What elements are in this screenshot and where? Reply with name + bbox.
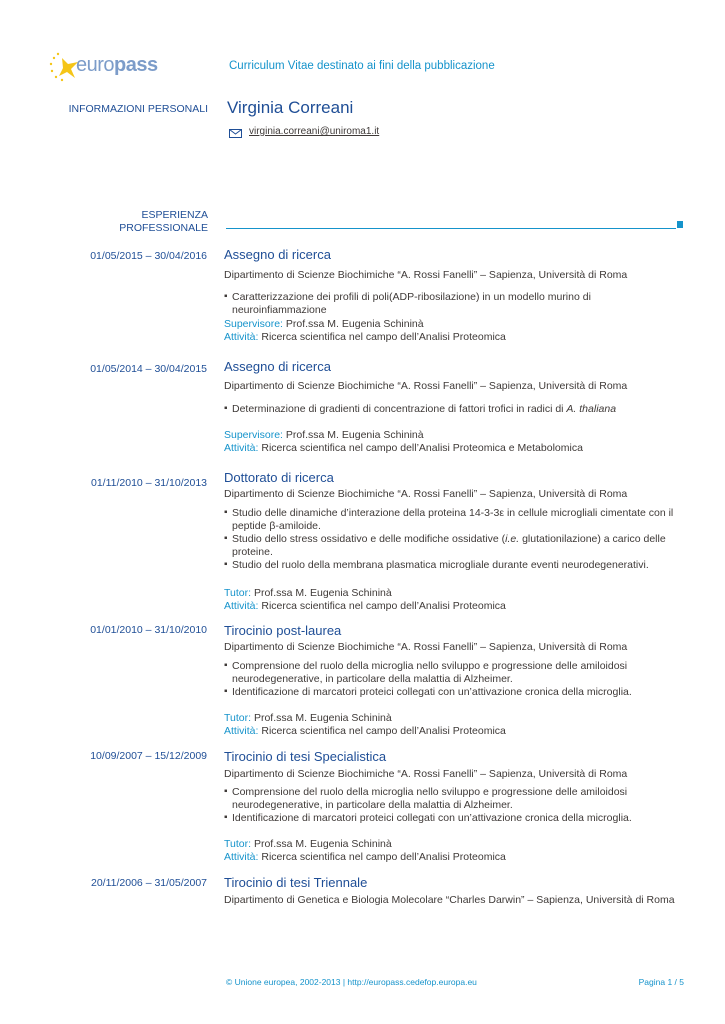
list-item: ▪ Determinazione di gradienti di concentrazione di fattori trofici in radici di A. thaliana — [224, 403, 684, 416]
activity-value: Ricerca scientifica nel campo dell’Analisi Proteomica — [261, 725, 506, 737]
activity-value: Ricerca scientifica nel campo dell’Analisi Proteomica — [261, 851, 506, 863]
supervisor-value: Prof.ssa M. Eugenia Schininà — [253, 838, 392, 850]
supervisor-value: Prof.ssa M. Eugenia Schininà — [253, 587, 392, 599]
entry-date: 01/05/2014 – 30/04/2015 — [90, 363, 207, 375]
supervisor-key: Tutor: — [224, 712, 252, 724]
entry-activity — [224, 442, 583, 455]
footer-page-number: Pagina 1 / 5 — [638, 977, 684, 987]
activity-key: Attività: — [224, 600, 259, 612]
activity-value: Ricerca scientifica nel campo dell’Analisi Proteomica e Metabolomica — [261, 442, 583, 454]
entry-activity — [224, 600, 506, 613]
person-name: Virginia Correani — [227, 98, 354, 117]
supervisor-key: Tutor: — [224, 838, 252, 850]
activity-key: Attività: — [224, 725, 259, 737]
entry-supervisor — [224, 712, 392, 725]
entry-department: Dipartimento di Scienze Biochimiche “A. Rossi Fanelli” – Sapienza, Università di Roma — [224, 488, 628, 500]
entry-title: Assegno di ricerca — [224, 247, 331, 262]
activity-value: Ricerca scientifica nel campo dell’Analisi Proteomica — [261, 331, 506, 343]
entry-department: Dipartimento di Genetica e Biologia Molecolare “Charles Darwin” – Sapienza, Università di Roma — [224, 894, 675, 906]
list-item: ▪ Studio dello stress ossidativo e delle modifiche ossidative (i.e. glutationilazione) a carico delle proteine. — [224, 533, 684, 559]
supervisor-key: Tutor: — [224, 587, 252, 599]
entry-title: Dottorato di ricerca — [224, 470, 334, 485]
document-title: Curriculum Vitae destinato ai fini della pubblicazione — [229, 60, 495, 72]
supervisor-value: Prof.ssa M. Eugenia Schininà — [285, 429, 424, 441]
supervisor-value: Prof.ssa M. Eugenia Schininà — [285, 318, 424, 330]
entry-bullets — [224, 660, 684, 699]
entry-date: 20/11/2006 – 31/05/2007 — [91, 877, 207, 889]
entry-department: Dipartimento di Scienze Biochimiche “A. Rossi Fanelli” – Sapienza, Università di Roma — [224, 641, 628, 653]
list-item: ▪ Studio delle dinamiche d’interazione della proteina 14-3-3ε in cellule microgliali cimentate con il peptide β-amiloide. — [224, 507, 684, 533]
entry-title: Tirocinio post-laurea — [224, 623, 342, 638]
section-label-line: PROFESSIONALE — [119, 222, 208, 234]
entry-department: Dipartimento di Scienze Biochimiche “A. Rossi Fanelli” – Sapienza, Università di Roma — [224, 768, 628, 780]
supervisor-key: Supervisore: — [224, 429, 283, 441]
entry-bullets — [224, 507, 684, 572]
list-item: ▪ Studio del ruolo della membrana plasmatica microgliale durante eventi neurodegenerativi. — [224, 559, 684, 572]
entry-title: Tirocinio di tesi Triennale — [224, 875, 368, 890]
entry-department: Dipartimento di Scienze Biochimiche “A. Rossi Fanelli” – Sapienza, Università di Roma — [224, 269, 628, 281]
entry-bullets — [224, 291, 684, 317]
entry-date: 01/11/2010 – 31/10/2013 — [91, 477, 207, 489]
list-item: ▪ Caratterizzazione dei profili di poli(ADP-ribosilazione) in un modello murino di neuroinfiammazione — [224, 291, 684, 317]
supervisor-value: Prof.ssa M. Eugenia Schininà — [253, 712, 392, 724]
entry-date: 10/09/2007 – 15/12/2009 — [90, 750, 207, 762]
entry-supervisor — [224, 587, 392, 600]
list-item: ▪ Identificazione di marcatori proteici collegati con un’attivazione cronica della microglia. — [224, 686, 684, 699]
list-item: ▪ Comprensione del ruolo della microglia nello sviluppo e progressione delle amiloidosi neurodegenerative, in particolare della malattia di Alzheimer. — [224, 660, 684, 686]
section-label-experience — [48, 209, 208, 235]
activity-key: Attività: — [224, 331, 259, 343]
section-label-line: ESPERIENZA — [141, 209, 208, 221]
activity-value: Ricerca scientifica nel campo dell’Analisi Proteomica — [261, 600, 506, 612]
entry-activity — [224, 331, 506, 344]
activity-key: Attività: — [224, 851, 259, 863]
list-item: ▪ Comprensione del ruolo della microglia nello sviluppo e progressione delle amiloidosi neurodegenerative, in particolare della malattia di Alzheimer. — [224, 786, 684, 812]
entry-supervisor — [224, 429, 424, 442]
entry-date: 01/01/2010 – 31/10/2010 — [90, 624, 207, 636]
entry-date: 01/05/2015 – 30/04/2016 — [90, 250, 207, 262]
entry-bullets — [224, 786, 684, 825]
entry-department: Dipartimento di Scienze Biochimiche “A. Rossi Fanelli” – Sapienza, Università di Roma — [224, 380, 628, 392]
entry-activity — [224, 851, 506, 864]
activity-key: Attività: — [224, 442, 259, 454]
entry-bullets — [224, 403, 684, 416]
list-item: ▪ Identificazione di marcatori proteici collegati con un’attivazione cronica della microglia. — [224, 812, 684, 825]
supervisor-key: Supervisore: — [224, 318, 283, 330]
entry-supervisor — [224, 318, 424, 331]
section-divider-marker — [677, 221, 683, 228]
entry-activity — [224, 725, 506, 738]
entry-title: Tirocinio di tesi Specialistica — [224, 749, 387, 764]
entry-supervisor — [224, 838, 392, 851]
section-label-personal-info: INFORMAZIONI PERSONALI — [68, 103, 208, 115]
envelope-icon — [229, 129, 242, 138]
entry-title: Assegno di ricerca — [224, 359, 331, 374]
email-link[interactable]: virginia.correani@uniroma1.it — [249, 126, 380, 137]
europass-logo-text: europass — [76, 54, 158, 76]
footer-copyright: © Unione europea, 2002-2013 | http://europass.cedefop.europa.eu — [226, 977, 477, 987]
section-divider — [226, 228, 676, 229]
